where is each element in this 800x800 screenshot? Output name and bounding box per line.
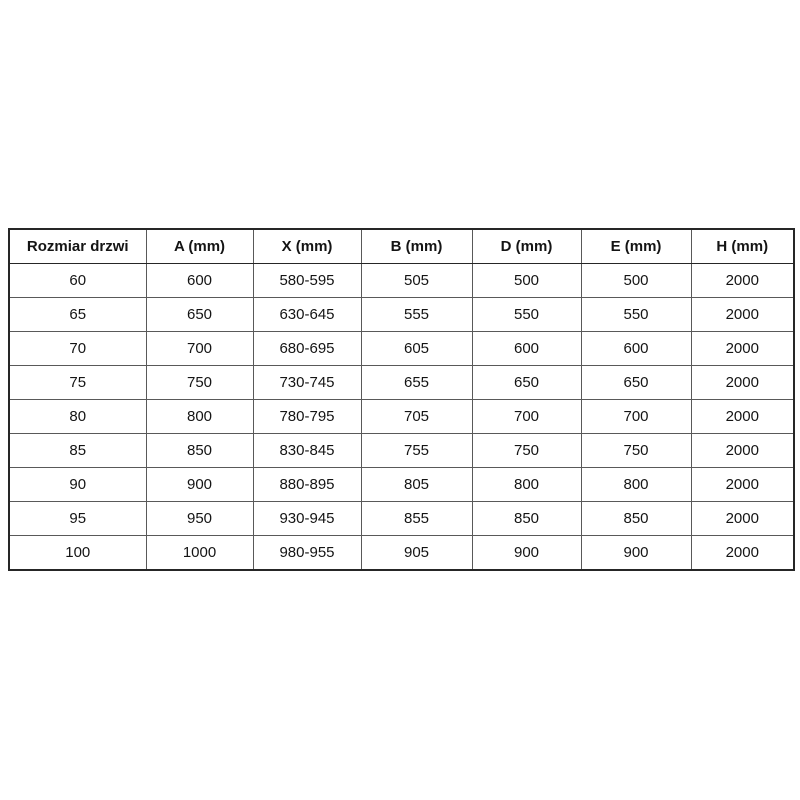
table-cell: 80 <box>9 400 146 434</box>
table-cell: 830-845 <box>253 434 361 468</box>
table-row <box>9 332 794 366</box>
table-cell: 580-595 <box>253 264 361 298</box>
table-cell: 750 <box>581 434 691 468</box>
table-cell: 75 <box>9 366 146 400</box>
table-cell: 800 <box>146 400 253 434</box>
table-cell: 1000 <box>146 536 253 571</box>
table-cell: 2000 <box>691 298 794 332</box>
table-cell: 60 <box>9 264 146 298</box>
table-cell: 700 <box>146 332 253 366</box>
table-cell: 855 <box>361 502 472 536</box>
table-cell: 755 <box>361 434 472 468</box>
table-cell: 505 <box>361 264 472 298</box>
table-cell: 730-745 <box>253 366 361 400</box>
table-cell: 650 <box>581 366 691 400</box>
table-row <box>9 298 794 332</box>
table-cell: 85 <box>9 434 146 468</box>
table-cell: 705 <box>361 400 472 434</box>
table-cell: 2000 <box>691 400 794 434</box>
table-row <box>9 502 794 536</box>
table-cell: 500 <box>581 264 691 298</box>
table-cell: 605 <box>361 332 472 366</box>
table-cell: 700 <box>581 400 691 434</box>
table-cell: 600 <box>146 264 253 298</box>
table-cell: 700 <box>472 400 581 434</box>
table-cell: 750 <box>146 366 253 400</box>
table-cell: 2000 <box>691 434 794 468</box>
table-cell: 655 <box>361 366 472 400</box>
table-cell: 500 <box>472 264 581 298</box>
table-cell: 805 <box>361 468 472 502</box>
header-cell: D (mm) <box>472 229 581 264</box>
table-cell: 100 <box>9 536 146 571</box>
door-size-specification-table <box>8 228 795 571</box>
table-cell: 650 <box>472 366 581 400</box>
table-cell: 900 <box>581 536 691 571</box>
table-cell: 550 <box>472 298 581 332</box>
table-container <box>8 228 795 571</box>
table-cell: 550 <box>581 298 691 332</box>
table-cell: 2000 <box>691 502 794 536</box>
table-cell: 750 <box>472 434 581 468</box>
table-row <box>9 468 794 502</box>
table-row <box>9 536 794 571</box>
table-cell: 950 <box>146 502 253 536</box>
table-cell: 650 <box>146 298 253 332</box>
header-cell: X (mm) <box>253 229 361 264</box>
header-cell: H (mm) <box>691 229 794 264</box>
table-cell: 2000 <box>691 468 794 502</box>
table-header-row <box>9 229 794 264</box>
table-cell: 880-895 <box>253 468 361 502</box>
table-row <box>9 434 794 468</box>
table-cell: 555 <box>361 298 472 332</box>
table-cell: 800 <box>581 468 691 502</box>
table-cell: 95 <box>9 502 146 536</box>
table-cell: 2000 <box>691 366 794 400</box>
table-cell: 900 <box>146 468 253 502</box>
table-cell: 2000 <box>691 332 794 366</box>
table-cell: 800 <box>472 468 581 502</box>
table-cell: 930-945 <box>253 502 361 536</box>
table-row <box>9 366 794 400</box>
table-cell: 680-695 <box>253 332 361 366</box>
header-cell: A (mm) <box>146 229 253 264</box>
table-body <box>9 264 794 571</box>
table-cell: 980-955 <box>253 536 361 571</box>
header-cell: Rozmiar drzwi <box>9 229 146 264</box>
table-cell: 65 <box>9 298 146 332</box>
table-cell: 70 <box>9 332 146 366</box>
table-cell: 2000 <box>691 536 794 571</box>
table-row <box>9 400 794 434</box>
header-cell: B (mm) <box>361 229 472 264</box>
table-cell: 2000 <box>691 264 794 298</box>
table-cell: 600 <box>581 332 691 366</box>
header-cell: E (mm) <box>581 229 691 264</box>
table-cell: 850 <box>472 502 581 536</box>
table-cell: 850 <box>146 434 253 468</box>
table-cell: 850 <box>581 502 691 536</box>
table-cell: 90 <box>9 468 146 502</box>
table-cell: 900 <box>472 536 581 571</box>
table-cell: 905 <box>361 536 472 571</box>
table-cell: 600 <box>472 332 581 366</box>
table-row <box>9 264 794 298</box>
table-cell: 780-795 <box>253 400 361 434</box>
table-cell: 630-645 <box>253 298 361 332</box>
